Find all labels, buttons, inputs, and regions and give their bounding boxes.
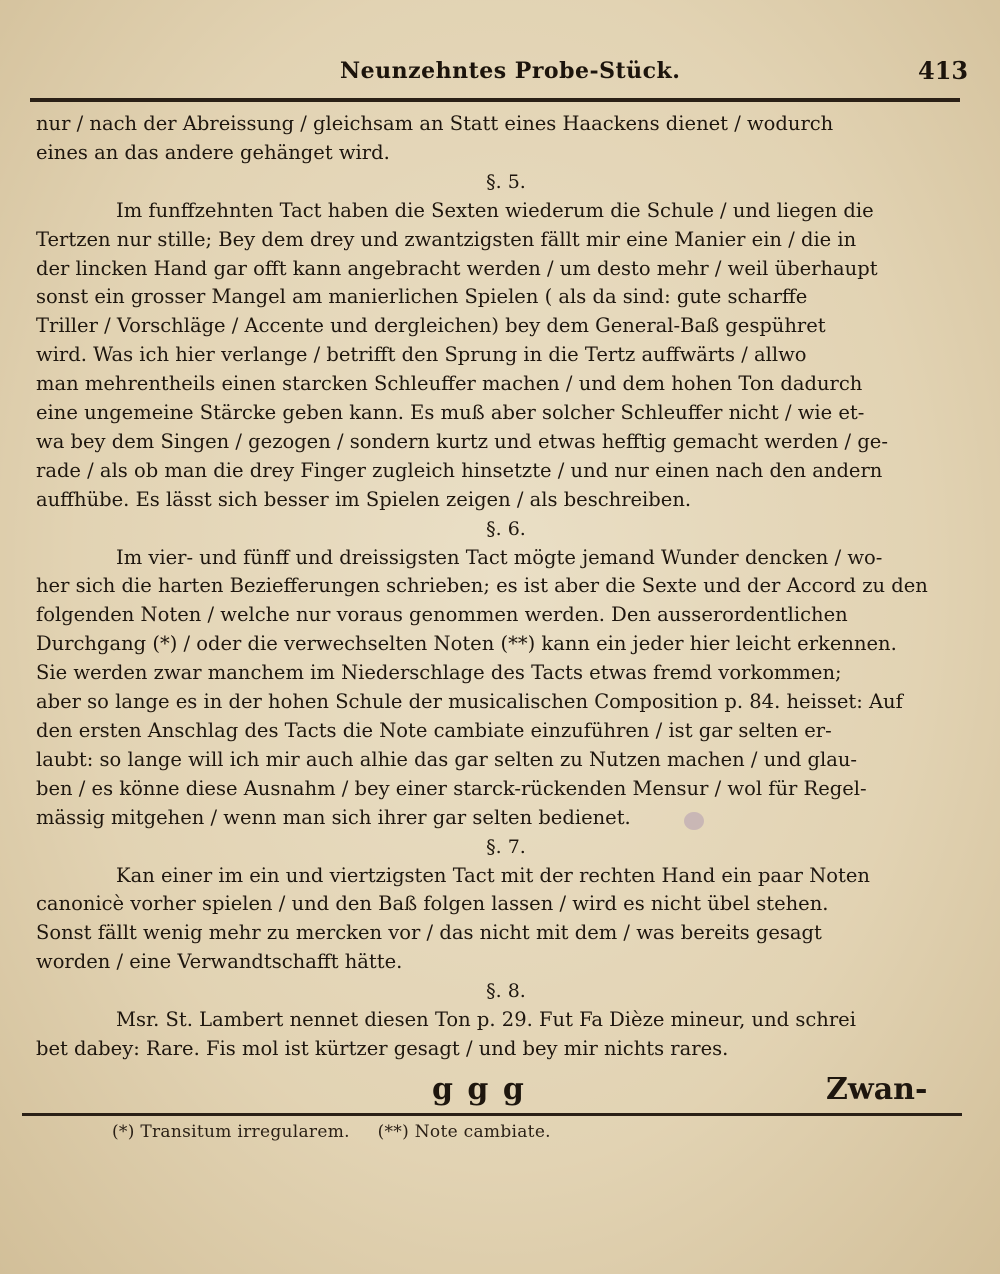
text-line: man mehrentheils einen starcken Schleuffer machen / und dem hohen Ton dadurch [36,372,863,396]
paragraph-section-6 [36,544,956,833]
text-line: mässig mitgehen / wenn man sich ihrer gar selten bedienet. [36,805,631,829]
text-line: den ersten Anschlag des Tacts die Note cambiate einzuführen / ist gar selten er- [36,719,832,742]
text-line: worden / eine Verwandtschafft hätte. [36,950,403,974]
text-line: Tertzen nur stille; Bey dem drey und zwantzigsten fällt mir eine Manier ein / die in [36,227,857,251]
text-line: auffhübe. Es lässt sich besser im Spielen zeigen / als beschreiben. [36,487,692,511]
text-line: der lincken Hand gar offt kann angebracht werden / um desto mehr / weil überhaupt [36,256,878,280]
text-line: Triller / Vorschläge / Accente und dergleichen) bey dem General-Baß gespühret [36,314,826,338]
section-mark-5: §. 5. [486,170,526,193]
catchword: Zwan- [826,1072,928,1107]
text-line: ben / es könne diese Ausnahm / bey einer starck-rückenden Mensur / wol für Regel- [36,776,867,800]
section-mark-8: §. 8. [486,980,526,1003]
text-line: nur / nach der Abreissung / gleichsam an Statt eines Haackens dienet / wodurch [36,112,834,135]
text-line: wird. Was ich hier verlange / betrifft den Sprung in die Tertz auffwärts / allwo [36,343,807,367]
text-line: rade / als ob man die drey Finger zugleich hinsetzte / und nur einen nach den andern [36,458,883,482]
text-line: her sich die harten Beziefferungen schrieben; es ist aber die Sexte und der Accord zu den [36,574,928,598]
text-line: Sonst fällt wenig mehr zu mercken vor / das nicht mit dem / was bereits gesagt [36,921,822,945]
text-line: bet dabey: Rare. Fis mol ist kürtzer gesagt / und bey mir nichts rares. [36,1036,729,1060]
text-line: Msr. St. Lambert nennet diesen Ton p. 29. Fut Fa Dièze mineur, und schrei [116,1008,856,1032]
paragraph-section-8 [36,1006,956,1064]
paragraph-continuation [36,110,956,168]
text-line: Im funffzehnten Tact haben die Sexten wiederum die Schule / und liegen die [116,198,874,222]
text-line: eines an das andere gehänget wird. [36,140,390,164]
running-title: Neunzehntes Probe-Stück. [340,58,681,84]
text-line: Durchgang (*) / oder die verwechselten Noten (**) kann ein jeder hier leicht erkennen. [36,632,897,656]
page-number: 413 [918,56,969,85]
text-line: wa bey dem Singen / gezogen / sondern kurtz und etwas hefftig gemacht werden / ge- [36,429,888,453]
ink-stain [684,812,704,830]
text-line: sonst ein grosser Mangel am manierlichen Spielen ( als da sind: gute scharffe [36,285,808,309]
page-header [0,52,1000,92]
text-line: canonicè vorher spielen / und den Baß folgen lassen / wird es nicht übel stehen. [36,892,829,916]
footnotes [112,1122,573,1142]
section-mark-6: §. 6. [486,517,526,540]
text-line: Sie werden zwar manchem im Niederschlage des Tacts etwas fremd vorkommen; [36,661,842,685]
paragraph-section-5 [36,197,956,515]
section-mark-7: §. 7. [486,835,526,858]
paragraph-section-7 [36,862,956,978]
text-line: eine ungemeine Stärcke geben kann. Es muß aber solcher Schleuffer nicht / wie et- [36,401,865,425]
footnote-2: (**) Note cambiate. [377,1122,551,1142]
text-line: folgenden Noten / welche nur voraus genommen werden. Den ausserordentlichen [36,603,848,627]
body-text [36,110,956,1064]
catchline [0,1068,1000,1108]
footnote-1: (*) Transitum irregularem. [112,1122,350,1142]
header-rule [30,98,960,102]
text-line: laubt: so lange will ich mir auch alhie das gar selten zu Nutzen machen / und glau- [36,747,857,771]
text-line: Im vier- und fünff und dreissigsten Tact mögte jemand Wunder dencken / wo- [116,545,883,569]
footnote-rule [22,1113,962,1116]
text-line: Kan einer im ein und viertzigsten Tact mit der rechten Hand ein paar Noten [116,863,870,887]
signature-mark: g g g [432,1072,526,1107]
text-line: aber so lange es in der hohen Schule der musicalischen Composition p. 84. heisset: Auf [36,690,903,714]
